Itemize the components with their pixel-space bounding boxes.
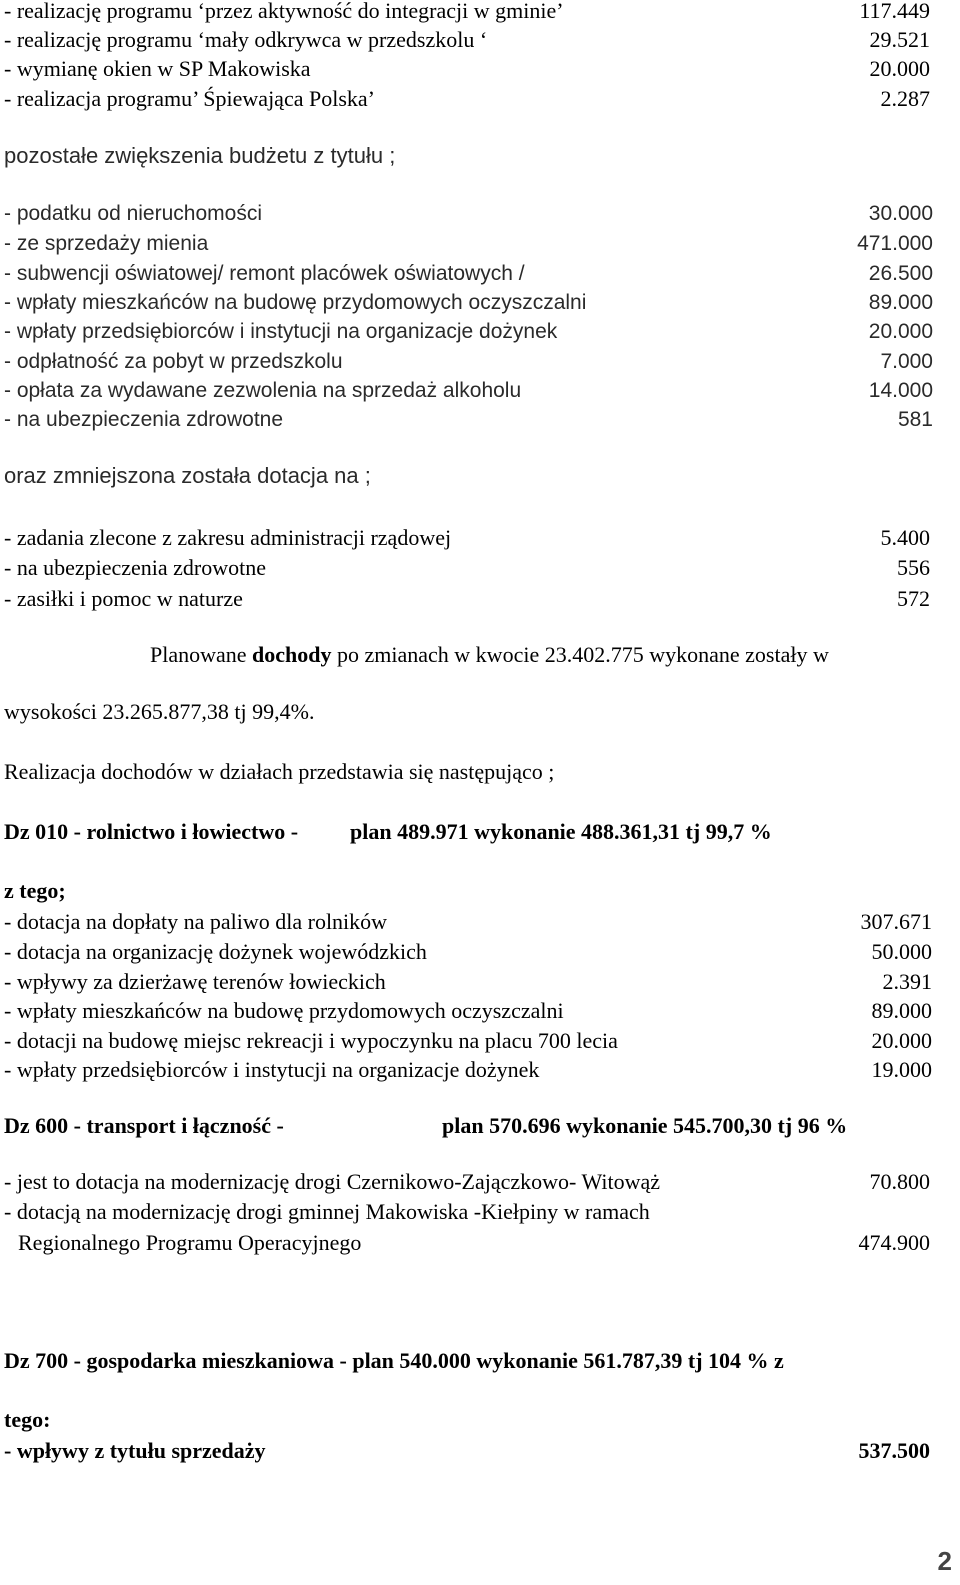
list-item: - dotacja na dopłaty na paliwo dla rolników 307.671 [4,909,932,934]
decreases-heading: oraz zmniejszona została dotacja na ; [4,463,371,488]
page-number: 2 [937,1546,952,1576]
summary-paragraph-continued: wysokości 23.265.877,38 tj 99,4%. [4,699,315,724]
list-item: - ze sprzedaży mienia 471.000 [4,232,933,255]
list-item: - subwencji oświatowej/ remont placówek oświatowych / 26.500 [4,262,933,285]
list-item: - wpłaty przedsiębiorców i instytucji na organizacje dożynek 19.000 [4,1057,932,1082]
list-item: - dotacją na modernizację drogi gminnej Makowiska -Kiełpiny w ramach [4,1199,650,1224]
list-item: - podatku od nieruchomości 30.000 [4,202,933,225]
section-title-dz700: Dz 700 - gospodarka mieszkaniowa - plan 540.000 wykonanie 561.787,39 tj 104 % z [4,1348,784,1373]
list-item: - wpłaty przedsiębiorców i instytucji na organizacje dożynek 20.000 [4,320,933,343]
list-item: - wpływy za dzierżawę terenów łowieckich 2.391 [4,969,932,994]
list-item: - realizacja programu’ Śpiewająca Polska’ 2.287 [4,86,930,111]
list-item: - zasiłki i pomoc w naturze 572 [4,586,930,611]
list-item: - na ubezpieczenia zdrowotne 556 [4,555,930,580]
list-item: - realizację programu ‘przez aktywność do integracji w gminie’ 117.449 [4,0,930,23]
section-plan-dz010: plan 489.971 wykonanie 488.361,31 tj 99,7 % [350,819,772,844]
list-item: - wymianę okien w SP Makowiska 20.000 [4,56,930,81]
list-item: - dotacja na organizację dożynek wojewódzkich 50.000 [4,939,932,964]
list-item: - jest to dotacja na modernizację drogi Czernikowo-Zajączkowo- Witowąż 70.800 [4,1169,930,1194]
section-subheading: z tego; [4,878,66,903]
realization-intro: Realizacja dochodów w działach przedstawia się następująco ; [4,759,555,784]
list-item: - na ubezpieczenia zdrowotne 581 [4,408,933,431]
list-item: - wpłaty mieszkańców na budowę przydomowych oczyszczalni 89.000 [4,291,933,314]
list-item: - wpłaty mieszkańców na budowę przydomowych oczyszczalni 89.000 [4,998,932,1023]
list-item: - zadania zlecone z zakresu administracji rządowej 5.400 [4,525,930,550]
section-subheading: tego: [4,1407,51,1432]
list-item: - wpływy z tytułu sprzedaży 537.500 [4,1438,930,1463]
list-item: - realizację programu ‘mały odkrywca w przedszkolu ‘ 29.521 [4,27,930,52]
section-title-dz600: Dz 600 - transport i łączność - [4,1113,284,1138]
summary-paragraph: Planowane dochody po zmianach w kwocie 23.402.775 wykonane zostały w [150,642,829,667]
list-item: Regionalnego Programu Operacyjnego 474.900 [18,1230,930,1255]
section-plan-dz600: plan 570.696 wykonanie 545.700,30 tj 96 % [442,1113,848,1138]
section-title-dz010: Dz 010 - rolnictwo i łowiectwo - [4,819,299,844]
list-item: - dotacji na budowę miejsc rekreacji i wypoczynku na placu 700 lecia 20.000 [4,1028,932,1053]
list-item: - opłata za wydawane zezwolenia na sprzedaż alkoholu 14.000 [4,379,933,402]
list-item: - odpłatność za pobyt w przedszkolu 7.000 [4,350,933,373]
increases-heading: pozostałe zwiększenia budżetu z tytułu ; [4,143,396,168]
